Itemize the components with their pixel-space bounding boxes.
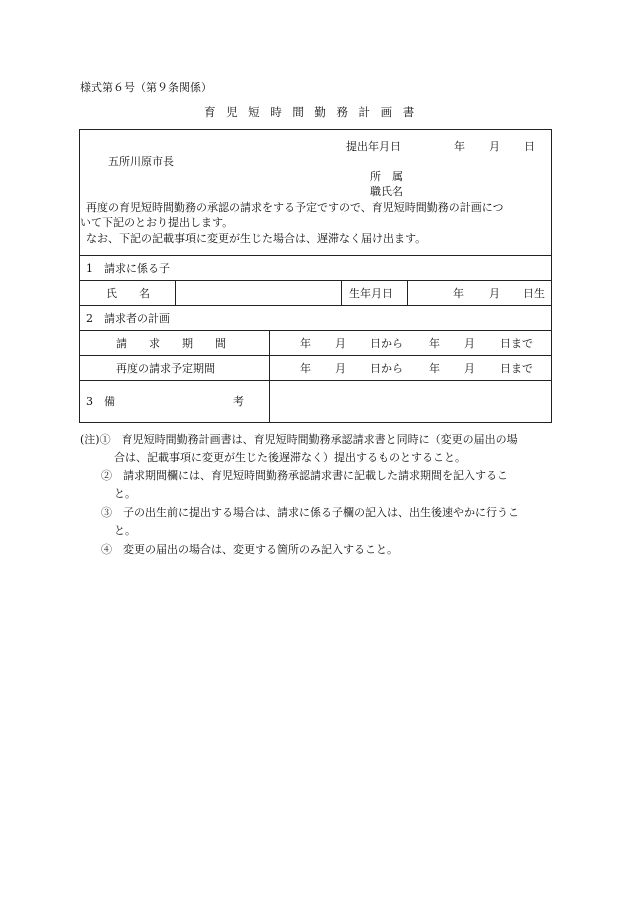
divider-plan-label — [269, 330, 270, 423]
department-label: 所 属 — [370, 170, 403, 183]
section-1-heading: 1 請求に係る子 — [86, 262, 170, 275]
period-start-day: 日から — [370, 337, 403, 350]
rule-period-row — [79, 330, 552, 331]
child-name-label: 氏 名 — [106, 287, 150, 300]
repeat-end-day: 日まで — [500, 362, 533, 375]
divider-birth-label-left — [341, 280, 342, 305]
intro-line-3: なお、下記の記載事項に変更が生じた場合は、遅滞なく届け出ます。 — [86, 232, 427, 245]
repeat-start-day: 日から — [370, 362, 403, 375]
submit-month-label: 月 — [489, 140, 500, 153]
intro-line-1: 再度の育児短時間勤務の承認の請求をする予定ですので、育児短時間勤務の計画につ — [86, 201, 504, 214]
request-period-label: 請 求 期 間 — [116, 337, 226, 350]
note-1-line-2: 合は、記載事項に変更が生じた後遅滞なく）提出するものとすること。 — [114, 451, 466, 464]
note-2-line-2: と。 — [114, 487, 136, 500]
note-3-line-2: と。 — [114, 524, 136, 537]
rule-section-3 — [79, 380, 552, 381]
repeat-start-month: 月 — [335, 362, 346, 375]
section-3-heading: 3 備 — [86, 395, 115, 408]
repeat-start-year: 年 — [300, 362, 311, 375]
note-3-line-1: ③ 子の出生前に提出する場合は、請求に係る子欄の記入は、出生後速やかに行うこ — [101, 506, 519, 519]
submit-year-label: 年 — [454, 140, 465, 153]
rule-section-1 — [79, 255, 552, 256]
repeat-period-label: 再度の請求予定期間 — [116, 362, 215, 375]
divider-birth-label-right — [407, 280, 408, 305]
rule-section-2 — [79, 305, 552, 306]
child-birth-label: 生年月日 — [349, 287, 393, 300]
addressee: 五所川原市長 — [108, 155, 174, 168]
birth-year-label: 年 — [453, 287, 464, 300]
rule-repeat-row — [79, 355, 552, 356]
section-2-heading: 2 請求者の計画 — [86, 312, 170, 325]
period-end-month: 月 — [464, 337, 475, 350]
repeat-end-month: 月 — [464, 362, 475, 375]
period-start-month: 月 — [335, 337, 346, 350]
period-end-year: 年 — [429, 337, 440, 350]
note-1-line-1: (注)① 育児短時間勤務計画書は、育児短時間勤務承認請求書と同時に（変更の届出の場 — [80, 433, 518, 446]
note-4-line-1: ④ 変更の届出の場合は、変更する箇所のみ記入すること。 — [101, 543, 398, 556]
birth-month-label: 月 — [489, 287, 500, 300]
rule-child-row — [79, 280, 552, 281]
repeat-end-year: 年 — [429, 362, 440, 375]
form-number: 様式第６号（第９条関係） — [80, 81, 212, 94]
title-name-label: 職氏名 — [370, 185, 403, 198]
period-end-day: 日まで — [500, 337, 533, 350]
note-2-line-1: ② 請求期間欄には、育児短時間勤務承認請求書に記載した請求期間を記入するこ — [101, 469, 508, 482]
submit-day-label: 日 — [524, 140, 535, 153]
period-start-year: 年 — [300, 337, 311, 350]
birth-day-label: 日生 — [523, 287, 545, 300]
intro-line-2: いて下記のとおり提出します。 — [80, 216, 234, 229]
form-table — [79, 129, 552, 423]
submit-date-label: 提出年月日 — [346, 140, 401, 153]
divider-child-name — [175, 280, 176, 305]
section-3-heading-tail: 考 — [233, 395, 244, 408]
page-title: 育児短時間勤務計画書 — [204, 105, 425, 119]
